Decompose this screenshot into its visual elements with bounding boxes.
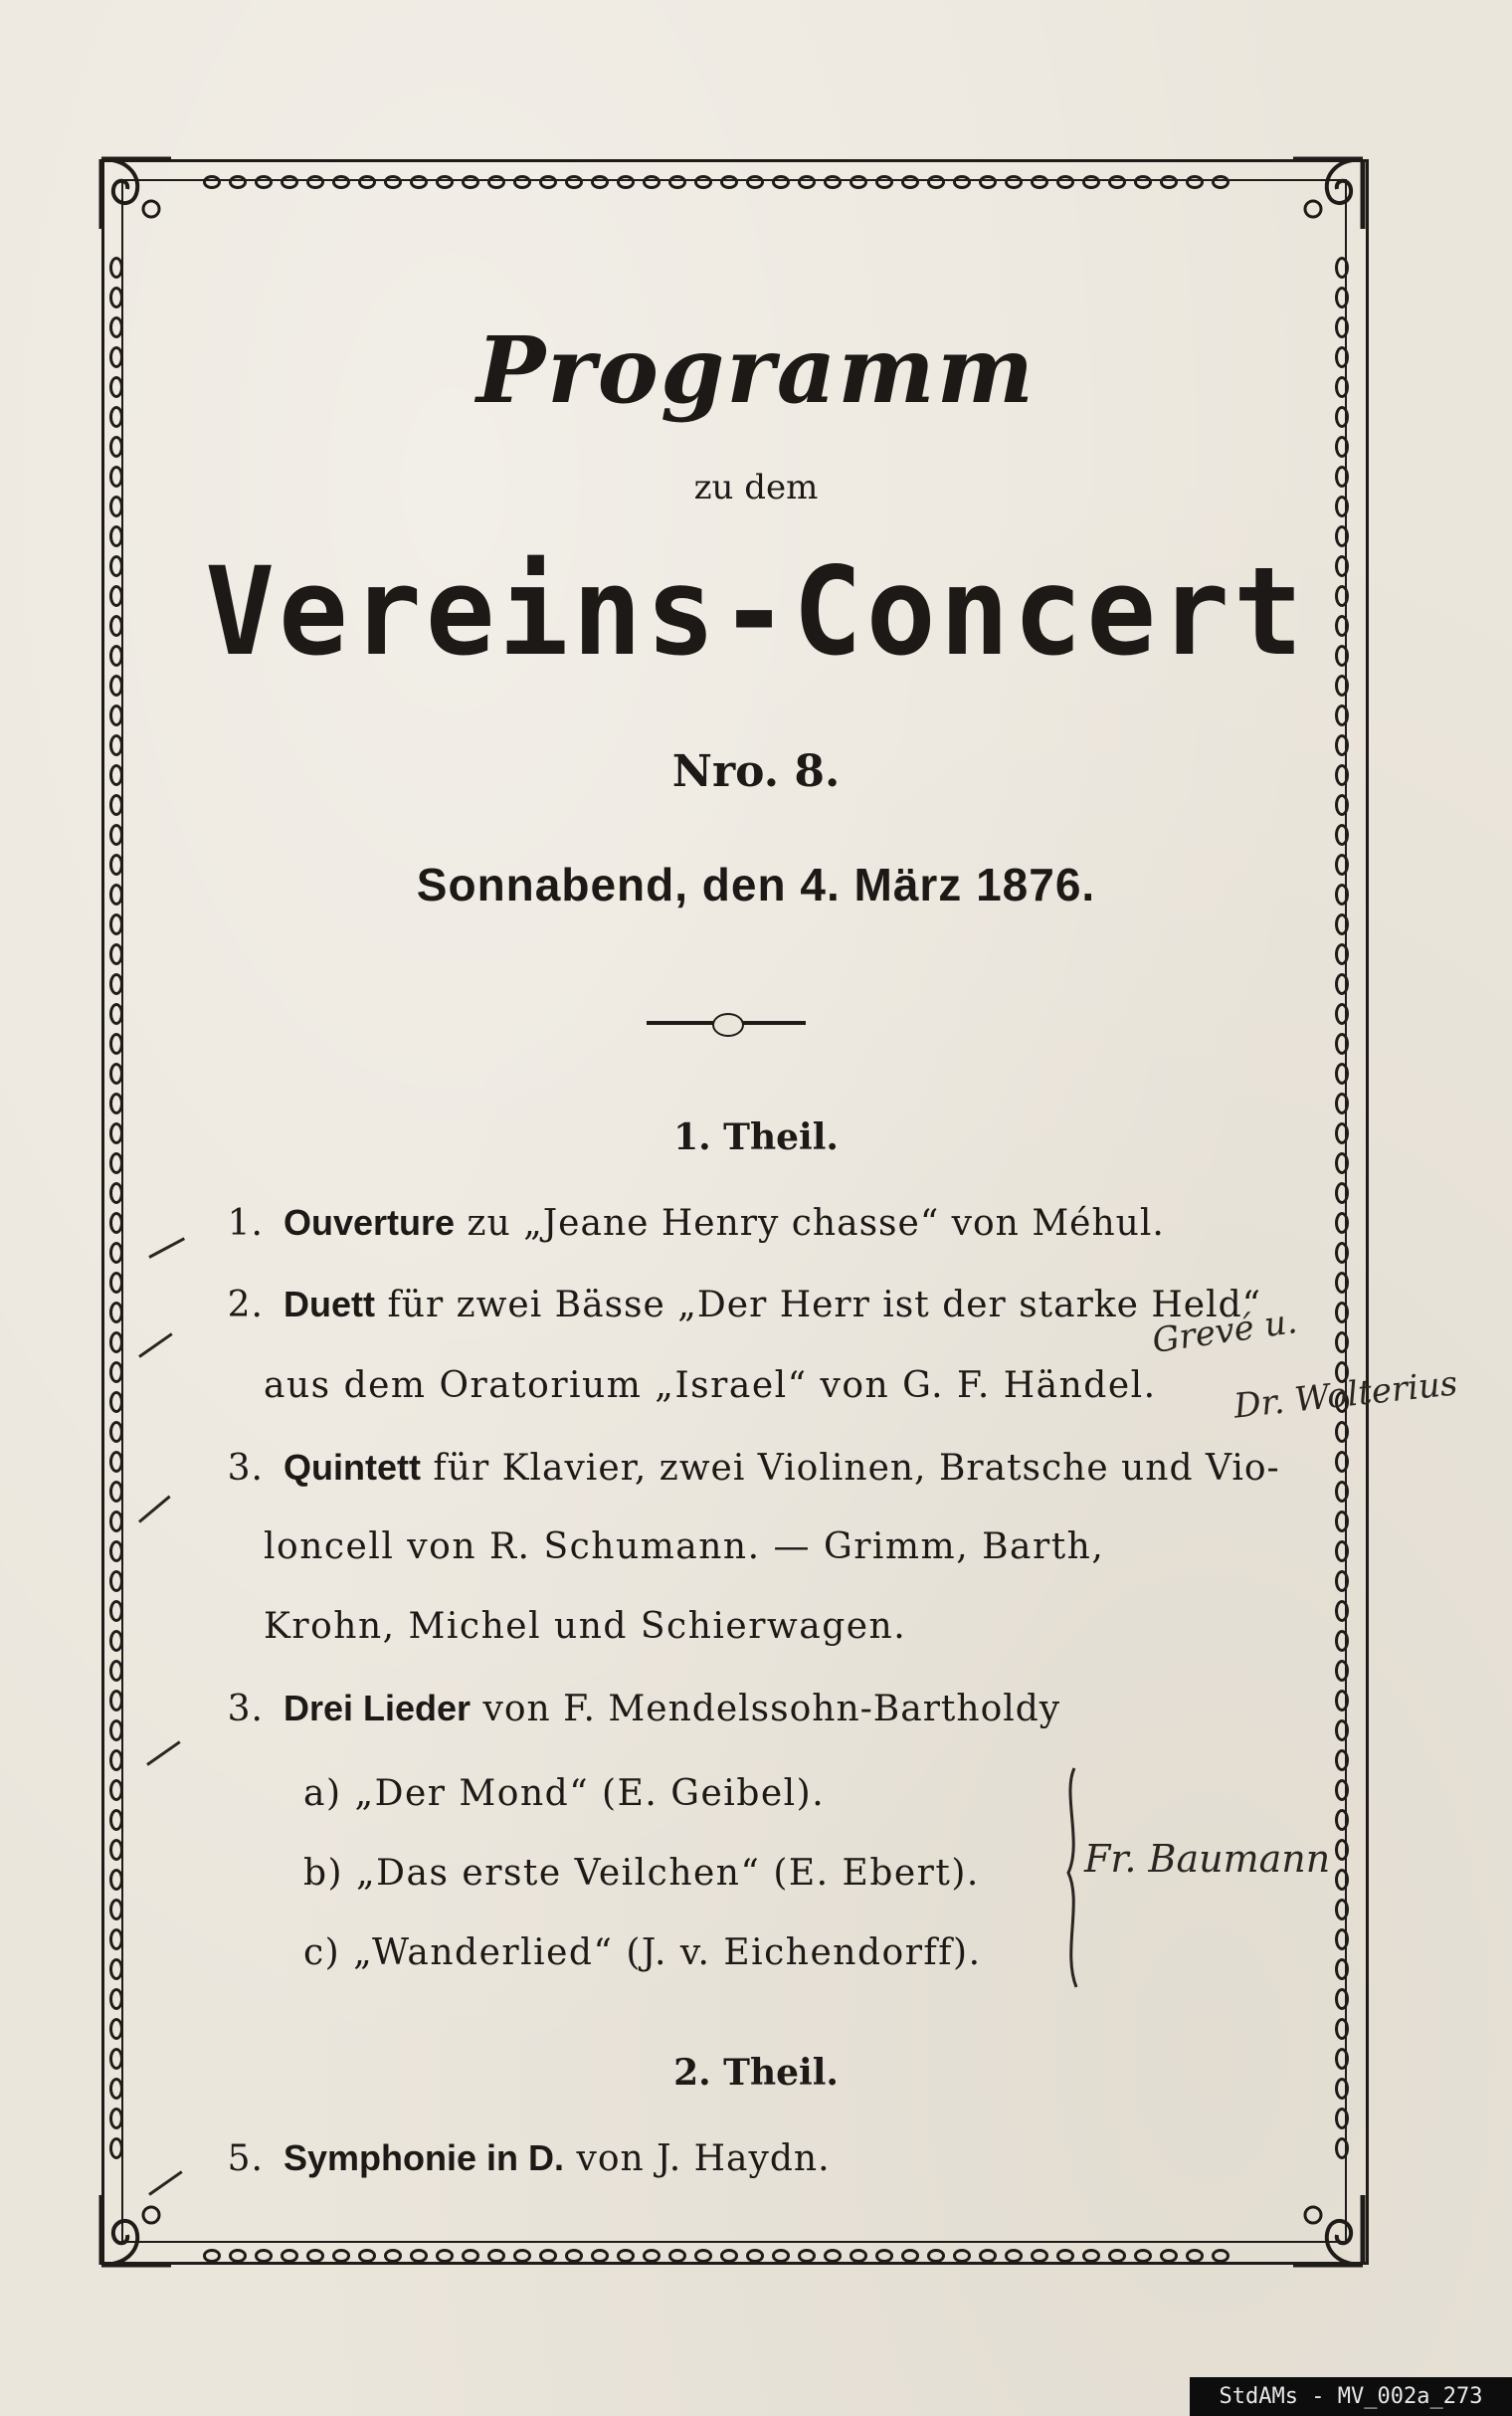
chain-link <box>109 1391 123 1413</box>
chain-link <box>109 1331 123 1353</box>
chain-link <box>109 1958 123 1980</box>
divider-ornament <box>712 1013 744 1037</box>
handwritten-note: Dr. Wolterius <box>1231 1363 1460 1427</box>
chain-link <box>1335 1928 1349 1950</box>
chain-link <box>1005 2249 1023 2263</box>
chain-link <box>358 2249 376 2263</box>
item-title: Ouverture <box>284 1202 456 1243</box>
chain-link <box>1335 1690 1349 1711</box>
item-continuation: loncell von R. Schumann. — Grimm, Barth, <box>264 1526 1105 1567</box>
chain-link <box>229 2249 247 2263</box>
chain-link <box>332 2249 350 2263</box>
item-description: für zwei Bässe „Der Herr ist der starke Held“ <box>375 1285 1262 1325</box>
chain-link <box>109 1242 123 1264</box>
item-description: von J. Haydn. <box>564 2138 831 2179</box>
corner-ornament-bottom-right <box>1283 2185 1373 2275</box>
chain-link <box>109 2137 123 2159</box>
chain-link <box>109 973 123 995</box>
chain-link <box>1335 1242 1349 1264</box>
archive-stamp: StdAMs - MV_002a_273 <box>1190 2377 1512 2416</box>
chain-link <box>109 1749 123 1771</box>
chain-link <box>1335 1481 1349 1503</box>
chain-link <box>1335 1272 1349 1294</box>
chain-link <box>720 175 738 189</box>
chain-link <box>1160 175 1178 189</box>
chain-link <box>109 913 123 935</box>
chain-link <box>109 1361 123 1383</box>
item-number: 3. <box>227 1689 264 1729</box>
item-title: Quintett <box>284 1447 421 1488</box>
chain-link <box>1335 1958 1349 1980</box>
chain-link <box>1335 2108 1349 2129</box>
chain-link <box>410 175 428 189</box>
chain-link <box>109 2108 123 2129</box>
item-number: 5. <box>227 2138 264 2179</box>
part-2-heading: 2. Theil. <box>673 2052 839 2094</box>
chain-link <box>109 1809 123 1831</box>
chain-link <box>1082 175 1100 189</box>
chain-link <box>306 2249 324 2263</box>
item-number: 2. <box>227 1285 264 1325</box>
chain-link <box>1082 2249 1100 2263</box>
corner-ornament-bottom-left <box>92 2185 181 2275</box>
concert-title: Vereins-Concert <box>205 541 1307 684</box>
chain-link <box>1335 973 1349 995</box>
part-1-heading: 1. Theil. <box>673 1116 839 1158</box>
chain-link <box>1335 824 1349 846</box>
chain-link <box>1335 1630 1349 1652</box>
chain-link <box>1335 943 1349 965</box>
chain-link <box>1335 1540 1349 1562</box>
chain-link <box>901 175 919 189</box>
chain-link <box>109 2018 123 2040</box>
chain-link <box>109 1570 123 1592</box>
chain-link <box>109 1869 123 1891</box>
frame-chain-bottom <box>199 2245 1263 2265</box>
chain-link <box>410 2249 428 2263</box>
chain-link <box>109 1272 123 1294</box>
chain-link <box>1335 2018 1349 2040</box>
chain-link <box>979 175 997 189</box>
chain-link <box>436 175 454 189</box>
chain-link <box>1335 1988 1349 2010</box>
chain-link <box>617 2249 635 2263</box>
chain-link <box>436 2249 454 2263</box>
programme-item <box>194 1202 1165 1244</box>
chain-link <box>513 175 531 189</box>
programm-subheading: zu dem <box>693 468 819 507</box>
chain-link <box>1335 436 1349 458</box>
chain-link <box>539 175 557 189</box>
frame-chain-right <box>1335 249 1355 2169</box>
chain-link <box>1335 1331 1349 1353</box>
chain-link <box>643 2249 661 2263</box>
chain-link <box>281 175 298 189</box>
chain-link <box>746 175 764 189</box>
chain-link <box>668 2249 686 2263</box>
chain-link <box>1335 1421 1349 1443</box>
chain-link <box>1056 175 1074 189</box>
chain-link <box>487 175 505 189</box>
chain-link <box>109 257 123 279</box>
chain-link <box>1335 1510 1349 1532</box>
chain-link <box>798 175 816 189</box>
chain-link <box>617 175 635 189</box>
chain-link <box>591 175 609 189</box>
chain-link <box>332 175 350 189</box>
chain-link <box>1005 175 1023 189</box>
concert-number: Nro. 8. <box>671 746 841 797</box>
chain-link <box>1056 2249 1074 2263</box>
chain-link <box>109 1899 123 1920</box>
chain-link <box>1335 257 1349 279</box>
chain-link <box>109 1928 123 1950</box>
item-continuation: aus dem Oratorium „Israel“ von G. F. Händel. <box>264 1365 1157 1406</box>
song-item: a) „Der Mond“ (E. Geibel). <box>303 1773 826 1814</box>
chain-link <box>109 1690 123 1711</box>
chain-link <box>109 436 123 458</box>
chain-link <box>824 175 842 189</box>
chain-link <box>109 1003 123 1025</box>
chain-link <box>1212 175 1229 189</box>
chain-link <box>203 2249 221 2263</box>
concert-date: Sonnabend, den 4. März 1876. <box>416 859 1096 910</box>
chain-link <box>668 175 686 189</box>
chain-link <box>1186 175 1204 189</box>
chain-link <box>875 2249 893 2263</box>
chain-link <box>1335 1302 1349 1323</box>
chain-link <box>1335 1212 1349 1234</box>
chain-link <box>109 1719 123 1741</box>
chain-link <box>772 175 790 189</box>
chain-link <box>1335 1451 1349 1473</box>
item-title: Symphonie in D. <box>284 2137 565 2178</box>
chain-link <box>643 175 661 189</box>
handwritten-note: Grevé u. <box>1149 1302 1300 1361</box>
chain-link <box>203 175 221 189</box>
chain-link <box>953 2249 971 2263</box>
item-continuation: Krohn, Michel und Schierwagen. <box>264 1606 907 1647</box>
chain-link <box>109 287 123 308</box>
chain-link <box>109 1839 123 1861</box>
chain-link <box>109 1630 123 1652</box>
chain-link <box>109 1510 123 1532</box>
chain-link <box>953 175 971 189</box>
chain-link <box>1335 1182 1349 1204</box>
chain-link <box>1335 1600 1349 1622</box>
programme-item <box>194 1447 1280 1489</box>
chain-link <box>565 2249 583 2263</box>
chain-link <box>1335 1749 1349 1771</box>
chain-link <box>1335 794 1349 816</box>
chain-link <box>109 1779 123 1801</box>
programm-heading: Programm <box>475 316 1037 424</box>
handwritten-note: Fr. Baumann <box>1084 1837 1331 1881</box>
item-number: 3. <box>227 1448 264 1489</box>
chain-link <box>1160 2249 1178 2263</box>
programme-item <box>194 1688 1060 1729</box>
chain-link <box>720 2249 738 2263</box>
chain-link <box>1335 1899 1349 1920</box>
chain-link <box>109 1212 123 1234</box>
chain-link <box>1335 1033 1349 1055</box>
chain-link <box>746 2249 764 2263</box>
chain-link <box>1335 2137 1349 2159</box>
chain-link <box>1335 1719 1349 1741</box>
frame-chain-top <box>199 171 1263 191</box>
chain-link <box>281 2249 298 2263</box>
chain-link <box>927 175 945 189</box>
chain-link <box>565 175 583 189</box>
chain-link <box>927 2249 945 2263</box>
chain-link <box>109 1600 123 1622</box>
chain-link <box>229 175 247 189</box>
chain-link <box>109 1063 123 1085</box>
chain-link <box>1335 1809 1349 1831</box>
chain-link <box>384 175 402 189</box>
item-description: von F. Mendelssohn-Bartholdy <box>471 1689 1061 1729</box>
programme-item <box>194 1284 1261 1325</box>
chain-link <box>109 1451 123 1473</box>
chain-link <box>539 2249 557 2263</box>
chain-link <box>109 1033 123 1055</box>
chain-link <box>109 943 123 965</box>
chain-link <box>255 175 273 189</box>
chain-link <box>1186 2249 1204 2263</box>
chain-link <box>1134 175 1152 189</box>
chain-link <box>109 705 123 726</box>
chain-link <box>1335 1003 1349 1025</box>
chain-link <box>1134 2249 1152 2263</box>
chain-link <box>694 175 712 189</box>
chain-link <box>384 2249 402 2263</box>
chain-link <box>1335 1839 1349 1861</box>
chain-link <box>1212 2249 1229 2263</box>
chain-link <box>1335 913 1349 935</box>
chain-link <box>1031 2249 1048 2263</box>
item-number: 1. <box>227 1203 264 1244</box>
chain-link <box>1108 2249 1126 2263</box>
chain-link <box>979 2249 997 2263</box>
song-item: c) „Wanderlied“ (J. v. Eichendorff). <box>303 1932 982 1973</box>
chain-link <box>109 1421 123 1443</box>
chain-link <box>694 2249 712 2263</box>
chain-link <box>109 1481 123 1503</box>
chain-link <box>1335 1570 1349 1592</box>
chain-link <box>591 2249 609 2263</box>
chain-link <box>1335 1779 1349 1801</box>
chain-link <box>513 2249 531 2263</box>
chain-link <box>850 175 867 189</box>
chain-link <box>462 2249 479 2263</box>
chain-link <box>487 2249 505 2263</box>
chain-link <box>255 2249 273 2263</box>
chain-link <box>109 1988 123 2010</box>
chain-link <box>358 175 376 189</box>
chain-link <box>798 2249 816 2263</box>
item-title: Duett <box>284 1284 375 1324</box>
chain-link <box>1335 1869 1349 1891</box>
chain-link <box>824 2249 842 2263</box>
chain-link <box>1335 1093 1349 1114</box>
chain-link <box>850 2249 867 2263</box>
chain-link <box>1108 175 1126 189</box>
corner-ornament-top-left <box>92 149 181 239</box>
chain-link <box>109 824 123 846</box>
chain-link <box>875 175 893 189</box>
item-title: Drei Lieder <box>284 1688 472 1728</box>
chain-link <box>1335 1660 1349 1682</box>
frame-chain-left <box>109 249 129 2169</box>
chain-link <box>109 794 123 816</box>
chain-link <box>1335 287 1349 308</box>
chain-link <box>772 2249 790 2263</box>
chain-link <box>306 175 324 189</box>
chain-link <box>109 1093 123 1114</box>
chain-link <box>109 1182 123 1204</box>
item-description: zu „Jeane Henry chasse“ von Méhul. <box>455 1203 1165 1244</box>
programme-item <box>194 2137 831 2179</box>
chain-link <box>462 175 479 189</box>
chain-link <box>1031 175 1048 189</box>
corner-ornament-top-right <box>1283 149 1373 239</box>
chain-link <box>109 1302 123 1323</box>
item-description: für Klavier, zwei Violinen, Bratsche und Vio- <box>420 1448 1280 1489</box>
chain-link <box>1335 705 1349 726</box>
chain-link <box>1335 1063 1349 1085</box>
chain-link <box>901 2249 919 2263</box>
song-item: b) „Das erste Veilchen“ (E. Ebert). <box>303 1853 980 1894</box>
chain-link <box>109 1660 123 1682</box>
chain-link <box>109 1540 123 1562</box>
